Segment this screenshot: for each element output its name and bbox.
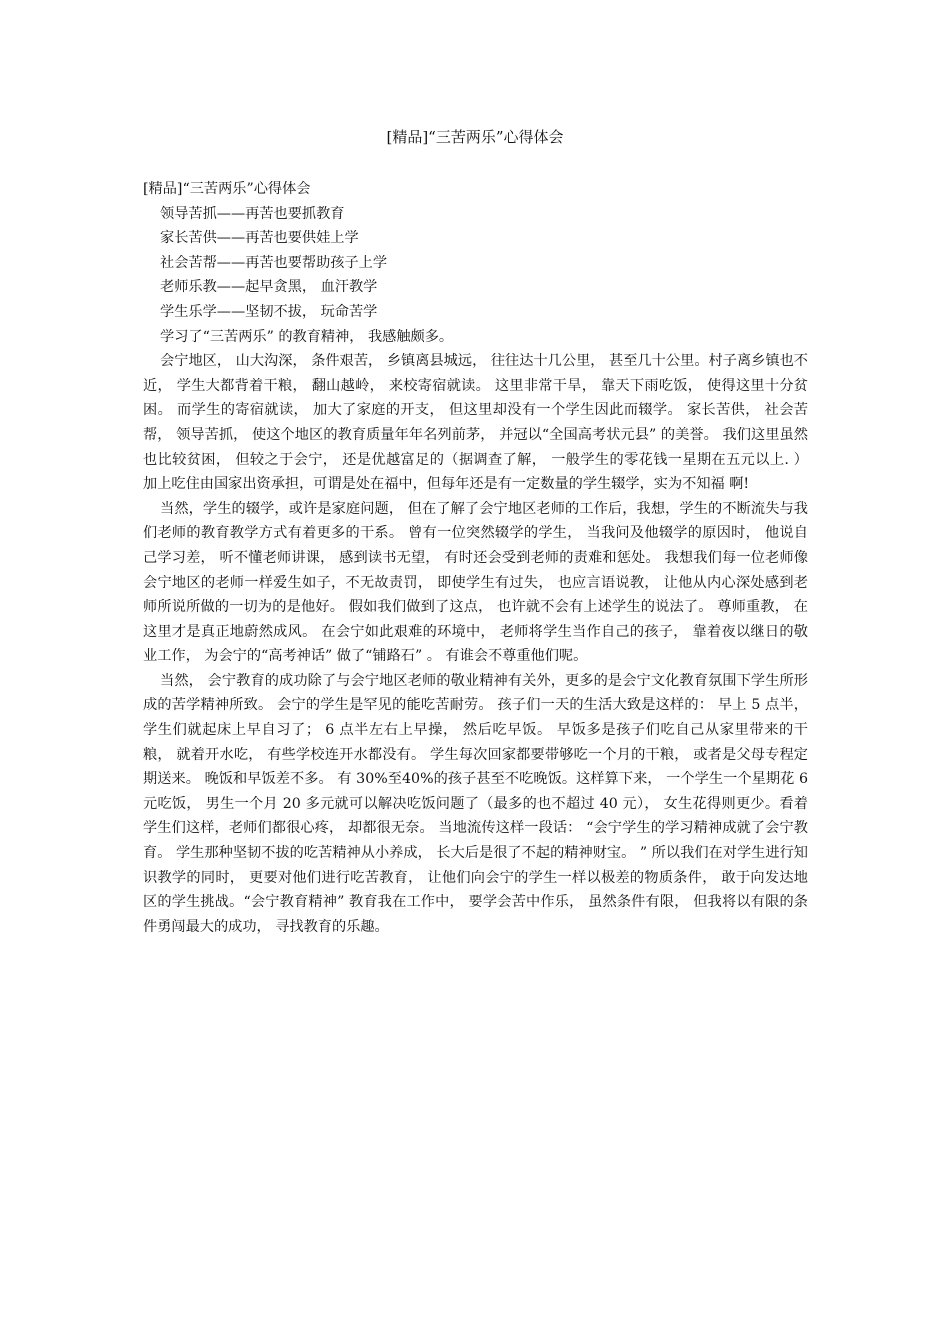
page-title: [精品]“三苦两乐”心得体会 (386, 128, 564, 146)
paragraph-3: 当然，学生的辍学，或许是家庭问题， 但在了解了会宁地区老师的工作后，我想，学生的不断流失与我们老师的教育教学方式有着更多的干系。 曾有一位突然辍学的学生， 当我问及他辍学的原因时， 他说自己学习差， 听不懂老师讲课， 感到读书无望， 有时还会受到老师的责难和惩处。 我想我们每一位老师像会宁地区的老师一样爱生如子，不无故责罚， 即使学生有过失， 也应言语说教， 让他从内心深处感到老师所说所做的一切为的是他好。 假如我们做到了这点， 也许就不会有上述学生的说法了。 尊师重教， 在这里才是真正地蔚然成风。 在会宁如此艰难的环境中， 老师将学生当作自己的孩子， 靠着夜以继日的敬业工作， 为会宁的“高考神话” 做了“铺路石” 。 有谁会不尊重他们呢。 (143, 500, 808, 665)
paragraph-1: 学习了“三苦两乐” 的教育精神， 我感触颇多。 (160, 328, 454, 345)
document-heading: [精品]“三苦两乐”心得体会 (143, 181, 311, 197)
paragraph-2: 会宁地区， 山大沟深， 条件艰苦， 乡镇离县城远， 往往达十几公里， 甚至几十公里。村子离乡镇也不近， 学生大都背着干粮， 翻山越岭， 来校寄宿就读。 这里非常干旱， 靠天下雨吃饭， 使得这里十分贫困。 而学生的寄宿就读， 加大了家庭的开支， 但这里却没有一个学生因此而辍学。 家长苦供， 社会苦帮， 领导苦抓， 使这个地区的教育质量年年名列前茅， 并冠以“全国高考状元县” 的美誉。 我们这里虽然也比较贫困， 但较之于会宁， 还是优越富足的（据调查了解， 一般学生的零花钱一星期在五元以上. ） 加上吃住由国家出资承担，可谓是处在福中，但每年还是有一定数量的学生辍学，实为不知福 啊! (143, 353, 808, 493)
paragraph-4: 当然， 会宁教育的成功除了与会宁地区老师的敬业精神有关外，更多的是会宁文化教育氛围下学生所形成的苦学精神所致。 会宁的学生是罕见的能吃苦耐劳。 孩子们一天的生活大致是这样的： 早上 5 点半， 学生们就起床上早自习了； 6 点半左右上早操， 然后吃早饭。 早饭多是孩子们吃自己从家里带来的干粮， 就着开水吃， 有些学校连开水都没有。 学生每次回家都要带够吃一个月的干粮， 或者是父母专程定期送来。 晚饭和早饭差不多。 有 30%至40%的孩子甚至不吃晚饭。这样算下来， 一个学生一个星期花 6 元吃饭， 男生一个月 20 多元就可以解决吃饭问题了（最多的也不超过 40 元）， 女生花得则更少。看着学生们这样，老师们都很心疼， 却都很无奈。 当地流传这样一段话： “会宁学生的学习精神成就了会宁教育。 学生那种坚韧不拔的吃苦精神从小养成， 长大后是很了不起的精神财宝。 ” 所以我们在对学生进行知识教学的同时， 更要对他们进行吃苦教育， 让他们向会宁的学生一样以极差的物质条件， 敢于向发达地区的学生挑战。“会宁教育精神” 教育我在工作中， 要学会苦中作乐， 虽然条件有限， 但我将以有限的条件勇闯最大的成功， 寻找教育的乐趣。 (143, 672, 808, 935)
document-body (143, 177, 808, 939)
summary-line-3: 社会苦帮——再苦也要帮助孩子上学 (160, 254, 388, 271)
summary-line-5: 学生乐学——坚韧不拔， 玩命苦学 (160, 303, 378, 320)
summary-line-4: 老师乐教——起早贪黑， 血汗教学 (160, 279, 378, 296)
summary-line-1: 领导苦抓——再苦也要抓教育 (160, 205, 345, 222)
summary-line-2: 家长苦供——再苦也要供娃上学 (160, 230, 359, 247)
